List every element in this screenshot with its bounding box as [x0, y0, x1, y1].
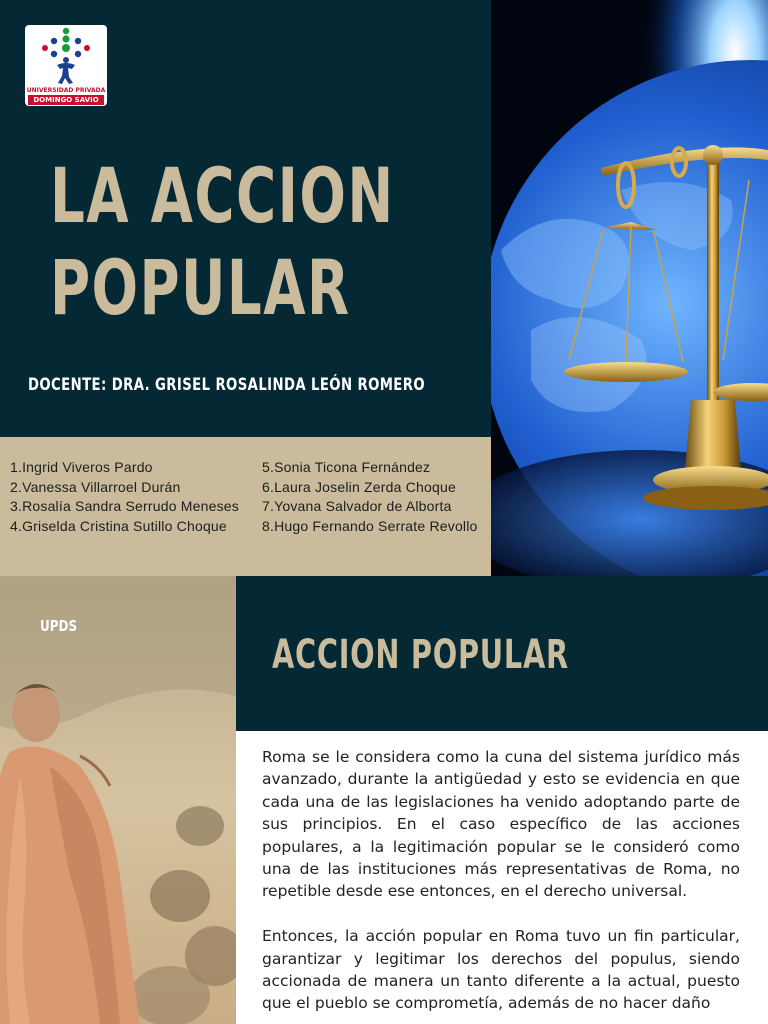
logo-text-line2: DOMINGO SAVIO — [28, 95, 104, 105]
list-item: 6.Laura Joselin Zerda Choque — [262, 478, 456, 495]
logo-text-line1: UNIVERSIDAD PRIVADA — [26, 87, 106, 94]
members-column-1 — [10, 458, 239, 536]
university-logo — [25, 25, 107, 106]
teacher-label: DOCENTE: DRA. GRISEL ROSALINDA LEÓN ROMERO — [28, 375, 426, 395]
scales-of-justice-icon — [491, 0, 768, 576]
title-line2: POPULAR — [50, 243, 351, 332]
upds-label: UPDS — [40, 617, 78, 635]
members-column-2 — [262, 458, 478, 536]
title-line1: LA ACCION — [50, 151, 395, 240]
logo-emblem-icon — [25, 25, 107, 87]
paragraph: Entonces, la acción popular en Roma tuvo un fin particular, garantizar y legitimar los derechos del populus, siendo accionada de manera un tanto diferente a la actual, puesto que el pueblo se comprometía, además de no hacer daño — [262, 927, 740, 1013]
section-title: ACCION POPULAR — [272, 632, 569, 678]
members-list — [0, 437, 491, 576]
roman-orator-icon — [0, 576, 236, 1024]
list-item: 1.Ingrid Viveros Pardo — [10, 459, 153, 475]
document-title — [50, 150, 395, 334]
list-item: 5.Sonia Ticona Fernández — [262, 459, 431, 475]
roman-orator-painting — [0, 576, 236, 1024]
list-item: 2.Vanessa Villarroel Durán — [10, 478, 181, 495]
list-item: 4.Griselda Cristina Sutillo Choque — [10, 517, 227, 534]
list-item: 7.Yovana Salvador de Alborta — [262, 498, 452, 514]
paragraph: Roma se le considera como la cuna del sistema jurídico más avanzado, durante la antigüedad y esto se evidencia en que cada una de las legislaciones ha venido adoptando parte de sus principios. En el caso específico de las acciones populares, a la legitimación popular se le consideró como una de las instituciones más representativas de Roma, no repetible desde ese entonces, en el derecho universal. — [262, 748, 740, 901]
list-item: 8.Hugo Fernando Serrate Revollo — [262, 517, 478, 534]
justice-scales-image — [491, 0, 768, 576]
list-item: 3.Rosalía Sandra Serrudo Meneses — [10, 498, 239, 514]
body-text — [262, 746, 740, 1024]
